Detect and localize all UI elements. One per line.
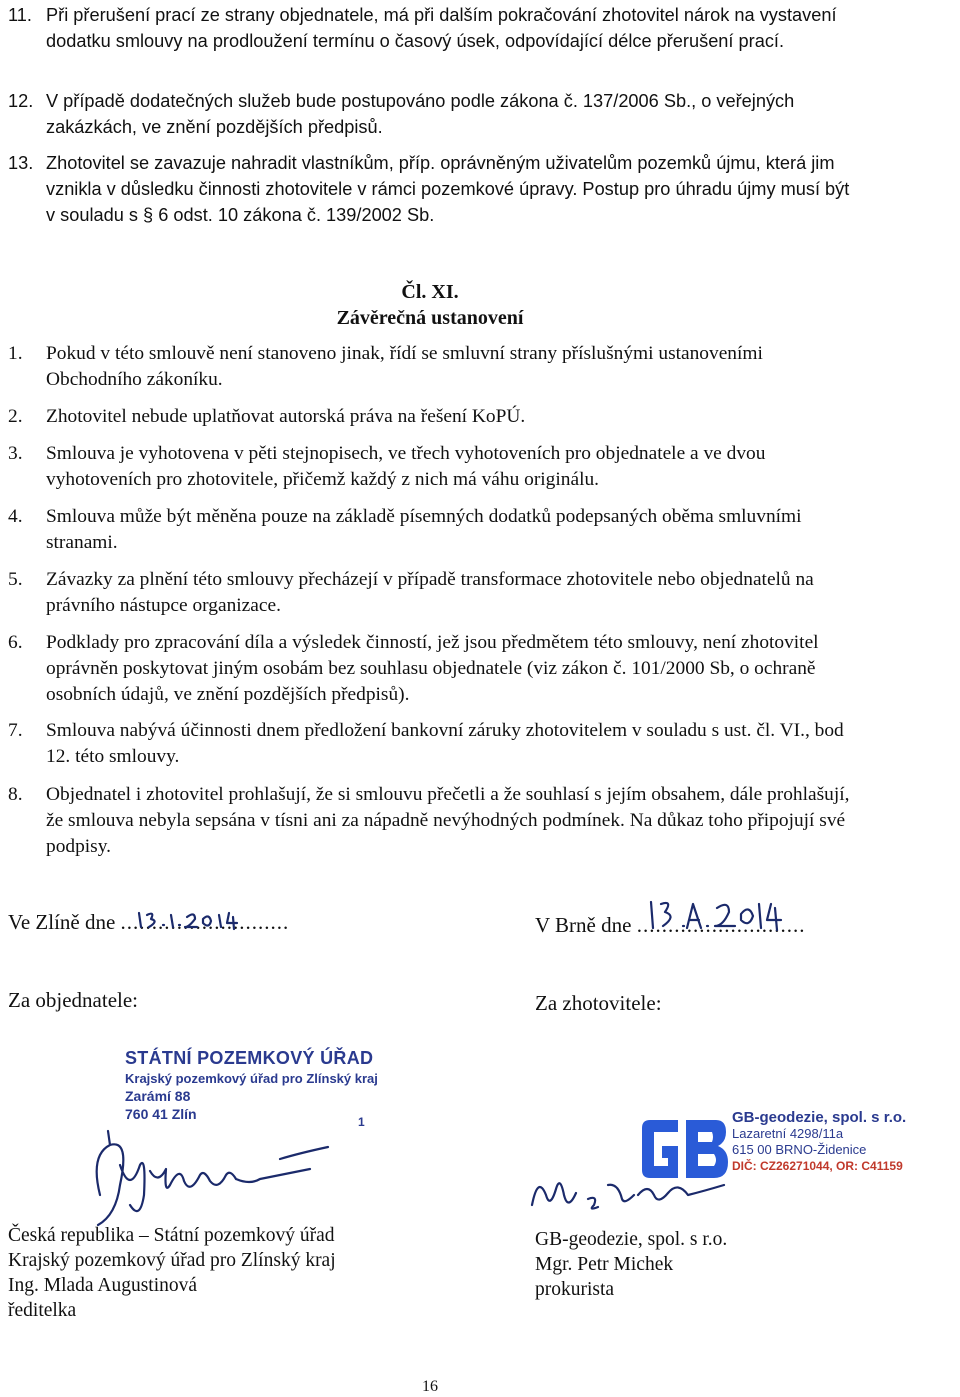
item-number: 13. bbox=[8, 153, 34, 173]
caption-line: Krajský pozemkový úřad pro Zlínský kraj bbox=[8, 1250, 336, 1271]
caption-line: Ing. Mlada Augustinová bbox=[8, 1275, 198, 1296]
left-signature bbox=[80, 1125, 340, 1235]
item-number: 4. bbox=[8, 506, 23, 527]
page-number: 16 bbox=[422, 1378, 438, 1395]
item-number: 3. bbox=[8, 443, 23, 464]
item-number: 12. bbox=[8, 91, 34, 111]
right-place: V Brně dne bbox=[535, 913, 632, 937]
stamp-line: Zarámí 88 bbox=[125, 1088, 191, 1104]
item-text: V případě dodatečných služeb bude postupováno podle zákona č. 137/2006 Sb., o veřejných zakázkách, ve znění pozdějších předpisů. bbox=[46, 91, 795, 137]
item-number: 2. bbox=[8, 406, 23, 427]
stamp-line: 615 00 BRNO-Židenice bbox=[732, 1142, 867, 1157]
stamp-number: 1 bbox=[358, 1115, 365, 1129]
left-place: Ve Zlíně dne bbox=[8, 910, 116, 934]
caption-line: ředitelka bbox=[8, 1300, 77, 1321]
item-text: Závazky za plnění této smlouvy přecházejí v případě transformace zhotovitele nebo objednatelů na právního nástupce organizace. bbox=[46, 569, 814, 616]
item-text: Pokud v této smlouvě není stanoveno jinak, řídí se smluvní strany příslušnými ustanoveními Obchodního zákoníku. bbox=[46, 343, 763, 390]
list-item bbox=[8, 341, 858, 393]
item-number: 1. bbox=[8, 343, 23, 364]
caption-line: GB-geodezie, spol. s r.o. bbox=[535, 1229, 728, 1250]
left-date-dots: ........................... bbox=[120, 910, 290, 934]
article-title: Závěrečná ustanovení bbox=[336, 307, 524, 329]
left-stamp bbox=[125, 1048, 378, 1122]
stamp-line: Lazaretní 4298/11a bbox=[732, 1126, 844, 1141]
right-date-dots: ........................... bbox=[636, 913, 806, 937]
right-party: Za zhotovitele: bbox=[535, 991, 662, 1015]
list-item bbox=[8, 782, 858, 860]
stamp-line: DIČ: CZ26271044, OR: C41159 bbox=[732, 1159, 903, 1173]
left-caption bbox=[8, 1223, 336, 1323]
list-item bbox=[8, 2, 858, 54]
stamp-line: STÁTNÍ POZEMKOVÝ ÚŘAD bbox=[125, 1048, 374, 1068]
list-item bbox=[8, 88, 858, 140]
right-caption bbox=[535, 1227, 727, 1302]
list-item bbox=[8, 567, 858, 619]
item-text: Zhotovitel nebude uplatňovat autorská práva na řešení KoPÚ. bbox=[46, 406, 526, 427]
list-item bbox=[8, 150, 858, 228]
list-item bbox=[8, 718, 858, 770]
item-text: Při přerušení prací ze strany objednatele, má při dalším pokračování zhotovitel nárok na vystavení dodatku smlouvy na prodloužení termínu o časový úsek, odpovídající délce přerušení prací. bbox=[46, 5, 837, 51]
item-text: Podklady pro zpracování díla a výsledek činností, jež jsou předmětem této smlouvy, není zhotovitel oprávněn poskytovat jiným osobám bez souhlasu objednatele (viz zákon č. 101/2000 Sb, o ochraně osobních údajů, ve znění pozdějších předpisů). bbox=[46, 632, 819, 705]
list-item bbox=[8, 630, 858, 708]
item-number: 8. bbox=[8, 784, 23, 805]
item-text: Objednatel i zhotovitel prohlašují, že si smlouvu přečetli a že souhlasí s jejím obsahem, dále prohlašují, že smlouva nebyla sepsána v tísni ani za nápadně nevýhodných podmínek. Na důkaz toho připojují své podpisy. bbox=[46, 784, 850, 857]
right-handwritten-date bbox=[645, 898, 785, 938]
list-item bbox=[8, 404, 858, 430]
stamp-line: GB-geodezie, spol. s r.o. bbox=[732, 1109, 907, 1126]
stamp-line: 760 41 Zlín bbox=[125, 1106, 197, 1122]
left-party: Za objednatele: bbox=[8, 988, 139, 1012]
right-signature bbox=[528, 1165, 728, 1225]
article-number: Čl. XI. bbox=[401, 281, 459, 303]
right-stamp bbox=[732, 1110, 906, 1174]
list-item bbox=[8, 504, 858, 556]
item-text: Smlouva je vyhotovena v pěti stejnopisech, ve třech vyhotoveních pro objednatele a ve dvou vyhotoveních pro zhotovitele, přičemž každý z nich má váhu originálu. bbox=[46, 443, 766, 490]
list-item bbox=[8, 441, 858, 493]
item-text: Smlouva může být měněna pouze na základě písemných dodatků podepsaných oběma smluvními stranami. bbox=[46, 506, 802, 553]
item-number: 6. bbox=[8, 632, 23, 653]
item-number: 5. bbox=[8, 569, 23, 590]
item-text: Smlouva nabývá účinnosti dnem předložení bankovní záruky zhotovitelem v souladu s ust. čl. VI., bod 12. této smlouvy. bbox=[46, 720, 844, 767]
stamp-line: Krajský pozemkový úřad pro Zlínský kraj bbox=[125, 1071, 378, 1086]
left-handwritten-date bbox=[135, 905, 255, 935]
caption-line: prokurista bbox=[535, 1279, 615, 1300]
item-number: 7. bbox=[8, 720, 23, 741]
caption-line: Česká republika – Státní pozemkový úřad bbox=[8, 1225, 335, 1246]
item-number: 11. bbox=[8, 5, 32, 25]
item-text: Zhotovitel se zavazuje nahradit vlastníkům, příp. oprávněným uživatelům pozemků újmu, která jim vznikla v důsledku činnosti zhotovitele v rámci pozemkové úpravy. Postup pro úhradu újmy musí být v souladu s § 6 odst. 10 zákona č. 139/2002 Sb. bbox=[46, 153, 850, 225]
caption-line: Mgr. Petr Michek bbox=[535, 1254, 674, 1275]
